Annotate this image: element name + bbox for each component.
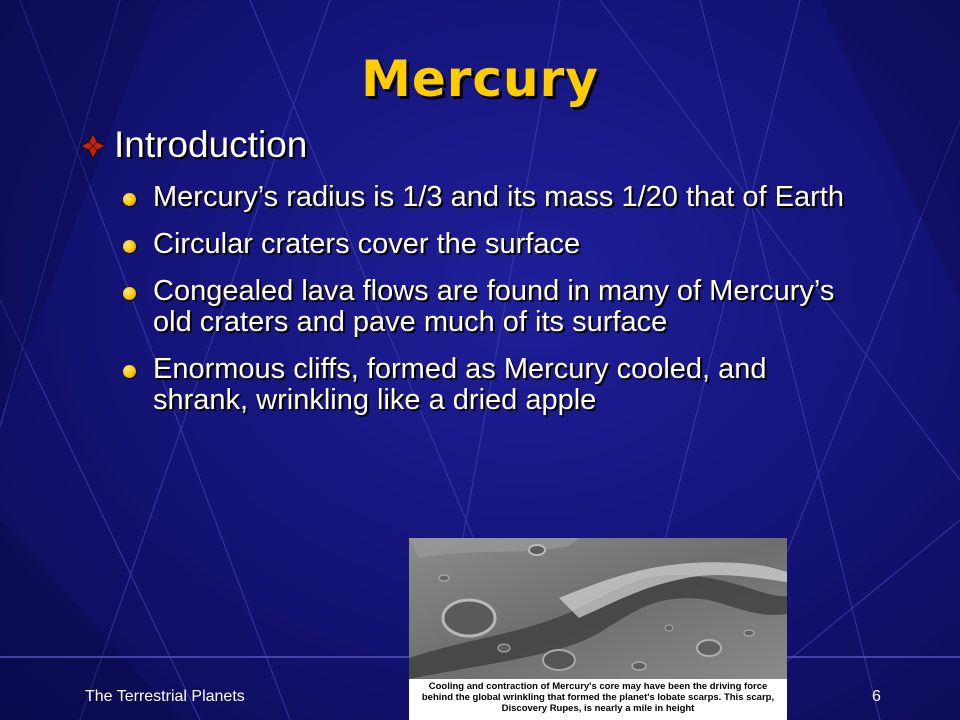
- intro-heading-label: Introduction: [114, 124, 308, 165]
- bullet-list: [120, 182, 860, 432]
- bullet-item: [120, 354, 860, 416]
- intro-heading: [80, 124, 307, 166]
- bullet-item: [120, 229, 860, 260]
- bullet-dot-icon: [123, 287, 136, 300]
- bullet-text: Mercury’s radius is 1/3 and its mass 1/20 that of Earth: [153, 181, 844, 213]
- bullet-dot-icon: [123, 365, 136, 378]
- bullet-text: Circular craters cover the surface: [153, 228, 581, 260]
- bullet-text: Congealed lava flows are found in many of Mercury’s old craters and pave much of its surface: [153, 275, 835, 338]
- bullet-dot-icon: [123, 240, 136, 253]
- bullet-text: Enormous cliffs, formed as Mercury cooled, and shrank, wrinkling like a dried apple: [153, 353, 767, 416]
- bullet-item: [120, 182, 860, 213]
- bullet-item: [120, 276, 860, 338]
- bullet-dot-icon: [123, 193, 136, 206]
- figure-caption: Cooling and contraction of Mercury's core may have been the driving force behind the global wrinkling that formed the planet's lobate scarps. This scarp, Discovery Rupes, is nearly a mile in height: [421, 681, 775, 714]
- page-number: 6: [872, 688, 881, 705]
- mercury-surface-photo: [409, 538, 787, 679]
- footer-title: The Terrestrial Planets: [85, 688, 245, 705]
- diamond-bullet-icon: [80, 133, 106, 159]
- mercury-scarp-figure: [409, 538, 787, 720]
- slide-title: Mercury: [361, 50, 599, 108]
